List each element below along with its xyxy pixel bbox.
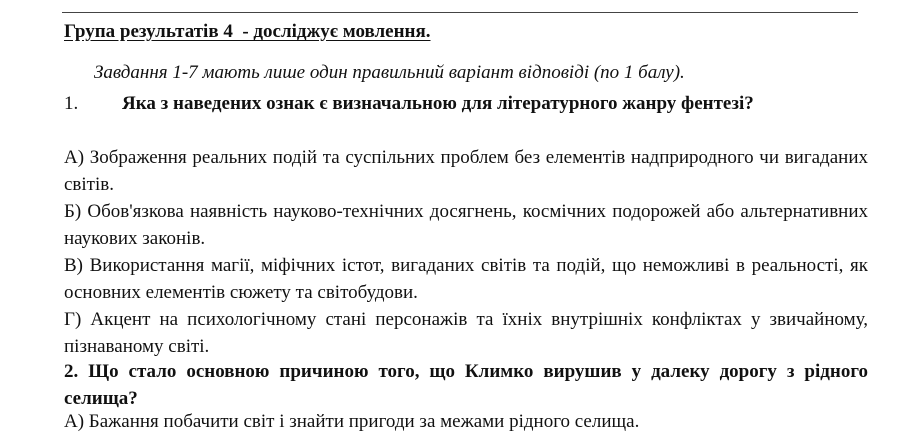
question-2: 2. Що стало основною причиною того, що Климко вирушив у далеку дорогу з рідного селища?	[64, 361, 868, 409]
section-heading: Група результатів 4 - досліджує мовлення.	[64, 21, 431, 42]
question-1-option-b: Б) Обов'язкова наявність науково-технічних досягнень, космічних подорожей або альтернативних наукових законів.	[64, 201, 868, 249]
question-1-option-a: А) Зображення реальних подій та суспільних проблем без елементів надприродного чи вигаданих світів.	[64, 147, 868, 195]
question-1-text: Яка з наведених ознак є визначальною для літературного жанру фентезі?	[122, 93, 754, 114]
instructions-text: Завдання 1-7 мають лише один правильний варіант відповіді (по 1 балу).	[94, 62, 685, 83]
question-1-option-c: В) Використання магії, міфічних істот, вигаданих світів та подій, що неможливі в реальності, як основних елементів сюжету та світобудови.	[64, 255, 868, 303]
question-1-option-d: Г) Акцент на психологічному стані персонажів та їхніх внутрішніх конфліктах у звичайному, пізнаваному світі.	[64, 309, 868, 357]
question-2-option-a-partial: А) Бажання побачити світ і знайти пригоди за межами рідного селища.	[64, 411, 640, 432]
question-1-number: 1.	[64, 93, 79, 114]
question-1	[64, 90, 868, 117]
top-divider	[62, 12, 858, 13]
